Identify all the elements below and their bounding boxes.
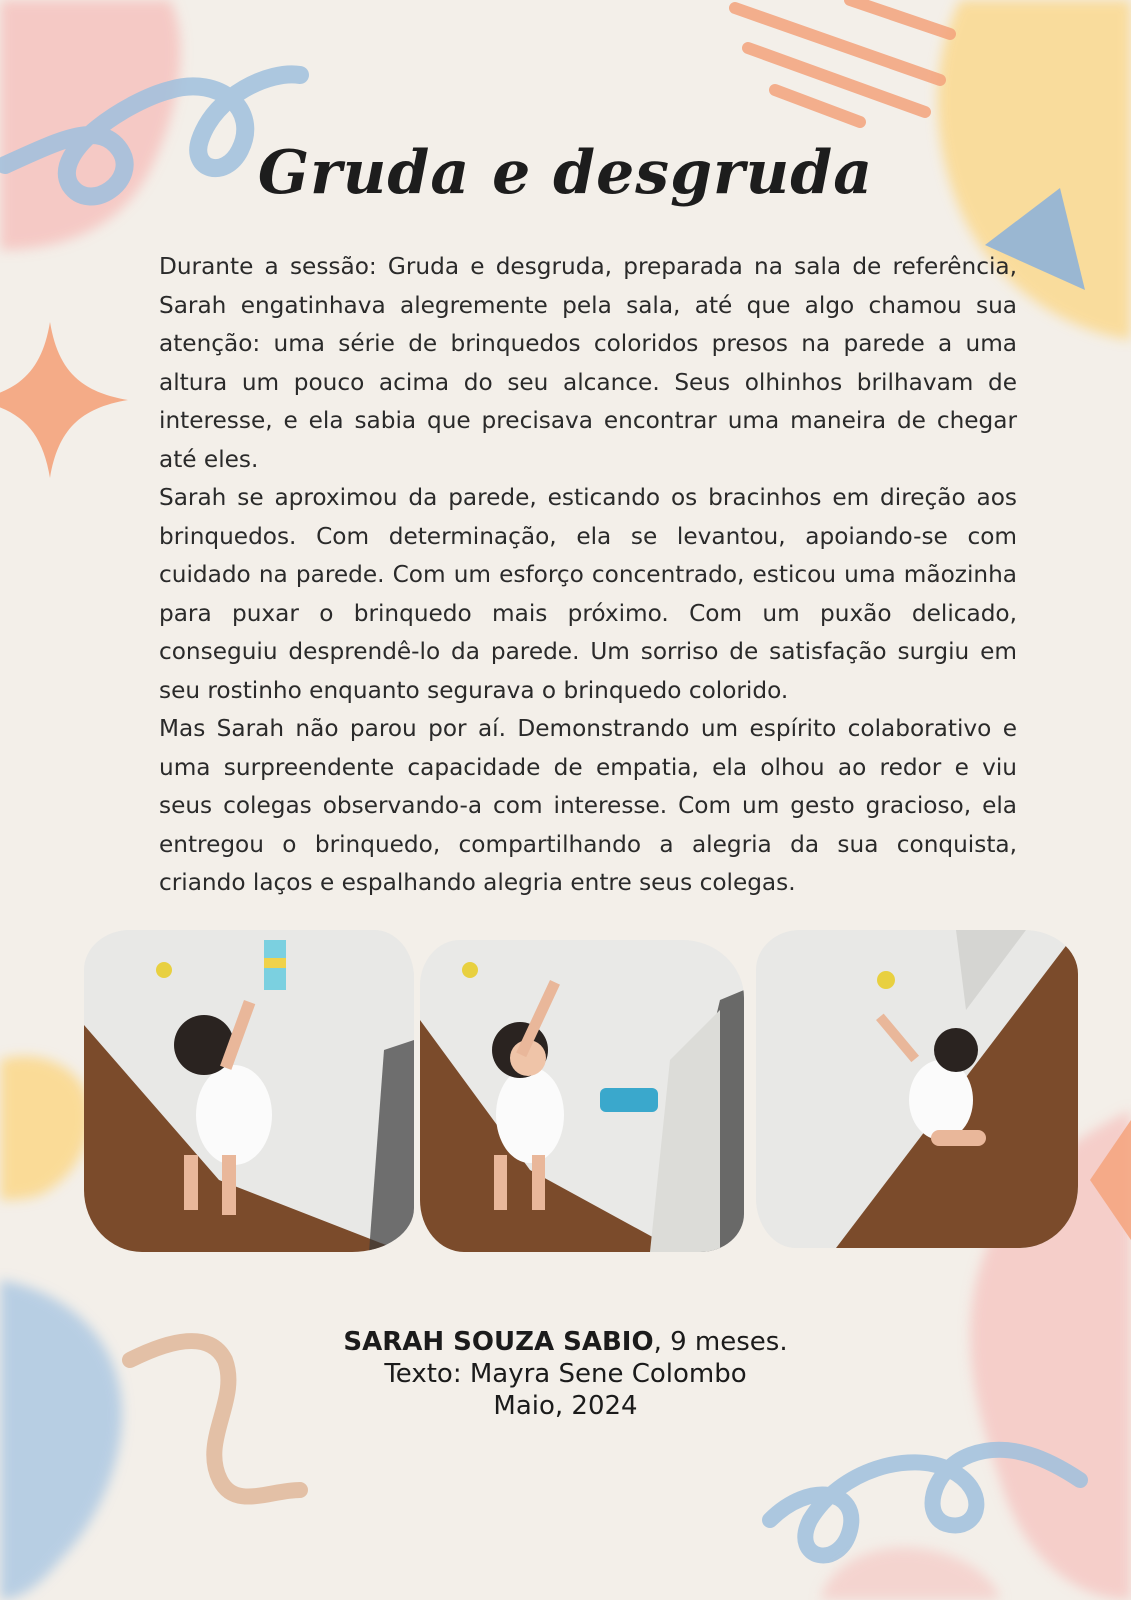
paragraph-1: Durante a sessão: Gruda e desgruda, preparada na sala de referência, Sarah engatinhava alegremente pela sala, até que algo chamou sua atenção: uma série de brinquedos coloridos presos na parede a uma altura um pouco acima do seu alcance. Seus olhinhos brilhavam de interesse, e ela sabia que precisava encontrar uma maneira de chegar até eles. (159, 253, 1017, 473)
credits (0, 1326, 1131, 1422)
text-credit: Texto: Mayra Sene Colombo (384, 1359, 747, 1389)
child-name: SARAH SOUZA SABIO (343, 1327, 654, 1357)
paragraph-3: Mas Sarah não parou por aí. Demonstrando um espírito colaborativo e uma surpreendente capacidade de empatia, ela olhou ao redor e viu seus colegas observando-a com interesse. Com um gesto gracioso, ela entregou o brinquedo, compartilhando a alegria da sua conquista, criando laços e espalhando alegria entre seus colegas. (159, 715, 1017, 896)
child-age: , 9 meses. (653, 1327, 788, 1357)
orange-star-icon (0, 322, 128, 478)
date: Maio, 2024 (493, 1391, 638, 1421)
photo-1 (84, 930, 414, 1252)
pink-blob-bottom (820, 1547, 1000, 1600)
child-line (0, 1326, 1131, 1358)
story-text (159, 248, 1017, 903)
page-title: Gruda e desgruda (257, 138, 874, 208)
yellow-blob-left (0, 1056, 90, 1200)
paragraph-2: Sarah se aproximou da parede, esticando os bracinhos em direção aos brinquedos. Com determinação, ela se levantou, apoiando-se com cuidado na parede. Com um esforço concentrado, esticou uma mãozinha para puxar o brinquedo mais próximo. Com um puxão delicado, conseguiu desprendê-lo da parede. Um sorriso de satisfação surgiu em seu rostinho enquanto segurava o brinquedo colorido. (159, 484, 1017, 704)
orange-stripes (735, 0, 950, 122)
photo-2 (420, 940, 744, 1252)
photo-3 (756, 930, 1078, 1248)
